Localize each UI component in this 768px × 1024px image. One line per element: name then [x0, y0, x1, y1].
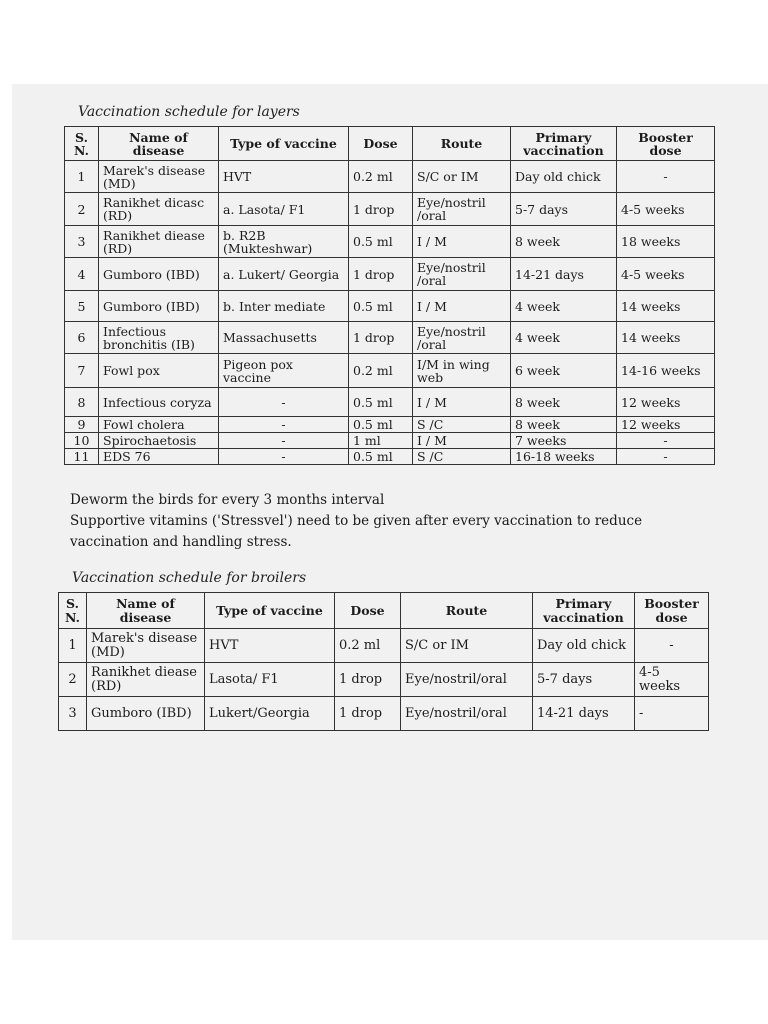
- notes-block: [70, 490, 710, 553]
- cell-disease: Fowl cholera: [99, 417, 219, 433]
- cell-vaccine-type: a. Lasota/ F1: [219, 193, 349, 226]
- cell-route: S /C: [413, 449, 511, 465]
- layers-vaccination-table: [64, 126, 715, 465]
- broilers-vaccination-table: [58, 592, 709, 731]
- cell-route: Eye/nostril/oral: [401, 663, 533, 697]
- cell-booster: -: [635, 697, 709, 731]
- cell-disease: Spirochaetosis: [99, 433, 219, 449]
- cell-dose: 1 drop: [335, 697, 401, 731]
- cell-sn: 1: [65, 161, 99, 193]
- cell-vaccine-type: Pigeon pox vaccine: [219, 354, 349, 388]
- cell-dose: 1 ml: [349, 433, 413, 449]
- cell-booster: 4-5 weeks: [617, 193, 715, 226]
- cell-booster: 14 weeks: [617, 291, 715, 322]
- cell-route: Eye/nostril /oral: [413, 322, 511, 354]
- table-row: [65, 433, 715, 449]
- table-header-row: [59, 593, 709, 629]
- cell-booster: 4-5 weeks: [635, 663, 709, 697]
- cell-dose: 1 drop: [335, 663, 401, 697]
- table-row: [65, 258, 715, 291]
- table-row: [65, 161, 715, 193]
- cell-primary: 8 week: [511, 417, 617, 433]
- cell-primary: 14-21 days: [533, 697, 635, 731]
- cell-primary: 4 week: [511, 322, 617, 354]
- cell-route: I / M: [413, 388, 511, 417]
- cell-vaccine-type: a. Lukert/ Georgia: [219, 258, 349, 291]
- cell-disease: Gumboro (IBD): [99, 291, 219, 322]
- cell-disease: Ranikhet dicasc (RD): [99, 193, 219, 226]
- cell-primary: Day old chick: [533, 629, 635, 663]
- header-vaccine-type: Type of vaccine: [219, 127, 349, 161]
- cell-disease: Ranikhet diease (RD): [99, 226, 219, 258]
- cell-disease: Ranikhet diease (RD): [87, 663, 205, 697]
- cell-dose: 0.5 ml: [349, 226, 413, 258]
- cell-dose: 0.2 ml: [349, 354, 413, 388]
- table-row: [65, 226, 715, 258]
- header-dose: Dose: [349, 127, 413, 161]
- cell-dose: 1 drop: [349, 193, 413, 226]
- cell-disease: Gumboro (IBD): [87, 697, 205, 731]
- table-row: [59, 629, 709, 663]
- cell-disease: Infectious bronchitis (IB): [99, 322, 219, 354]
- cell-route: I/M in wing web: [413, 354, 511, 388]
- cell-primary: Day old chick: [511, 161, 617, 193]
- cell-dose: 0.2 ml: [335, 629, 401, 663]
- cell-vaccine-type: HVT: [205, 629, 335, 663]
- cell-sn: 7: [65, 354, 99, 388]
- cell-booster: 12 weeks: [617, 417, 715, 433]
- cell-route: Eye/nostril /oral: [413, 193, 511, 226]
- cell-route: Eye/nostril /oral: [413, 258, 511, 291]
- cell-dose: 0.5 ml: [349, 417, 413, 433]
- cell-disease: Infectious coryza: [99, 388, 219, 417]
- cell-booster: 18 weeks: [617, 226, 715, 258]
- cell-disease: Marek's disease (MD): [99, 161, 219, 193]
- table-row: [59, 663, 709, 697]
- cell-booster: -: [617, 433, 715, 449]
- header-route: Route: [413, 127, 511, 161]
- header-booster: Booster dose: [635, 593, 709, 629]
- cell-booster: -: [617, 449, 715, 465]
- header-disease: Name of disease: [87, 593, 205, 629]
- cell-booster: 14 weeks: [617, 322, 715, 354]
- table-row: [65, 388, 715, 417]
- cell-sn: 4: [65, 258, 99, 291]
- header-primary: Primary vaccination: [511, 127, 617, 161]
- cell-booster: 14-16 weeks: [617, 354, 715, 388]
- cell-primary: 5-7 days: [533, 663, 635, 697]
- cell-primary: 16-18 weeks: [511, 449, 617, 465]
- header-booster: Booster dose: [617, 127, 715, 161]
- cell-dose: 0.5 ml: [349, 449, 413, 465]
- cell-disease: EDS 76: [99, 449, 219, 465]
- cell-vaccine-type: Lasota/ F1: [205, 663, 335, 697]
- cell-disease: Gumboro (IBD): [99, 258, 219, 291]
- cell-primary: 14-21 days: [511, 258, 617, 291]
- cell-primary: 7 weeks: [511, 433, 617, 449]
- cell-booster: -: [635, 629, 709, 663]
- vitamin-note: Supportive vitamins ('Stressvel') need to be given after every vaccination to reduce vaccination and handling stress.: [70, 513, 643, 550]
- cell-dose: 0.2 ml: [349, 161, 413, 193]
- cell-sn: 8: [65, 388, 99, 417]
- cell-dose: 0.5 ml: [349, 388, 413, 417]
- header-primary: Primary vaccination: [533, 593, 635, 629]
- header-disease: Name of disease: [99, 127, 219, 161]
- cell-sn: 11: [65, 449, 99, 465]
- cell-sn: 3: [59, 697, 87, 731]
- cell-vaccine-type: Lukert/Georgia: [205, 697, 335, 731]
- cell-dose: 0.5 ml: [349, 291, 413, 322]
- cell-primary: 8 week: [511, 226, 617, 258]
- broilers-caption: Vaccination schedule for broilers: [72, 570, 307, 586]
- cell-disease: Marek's disease (MD): [87, 629, 205, 663]
- cell-primary: 8 week: [511, 388, 617, 417]
- cell-primary: 6 week: [511, 354, 617, 388]
- cell-vaccine-type: -: [219, 388, 349, 417]
- table-row: [65, 193, 715, 226]
- cell-sn: 9: [65, 417, 99, 433]
- cell-sn: 2: [65, 193, 99, 226]
- table-row: [65, 417, 715, 433]
- cell-booster: -: [617, 161, 715, 193]
- cell-vaccine-type: HVT: [219, 161, 349, 193]
- cell-route: Eye/nostril/oral: [401, 697, 533, 731]
- cell-vaccine-type: b. R2B (Mukteshwar): [219, 226, 349, 258]
- header-dose: Dose: [335, 593, 401, 629]
- cell-booster: 12 weeks: [617, 388, 715, 417]
- table-row: [59, 697, 709, 731]
- cell-booster: 4-5 weeks: [617, 258, 715, 291]
- header-sn: S. N.: [59, 593, 87, 629]
- cell-dose: 1 drop: [349, 322, 413, 354]
- cell-sn: 5: [65, 291, 99, 322]
- cell-primary: 5-7 days: [511, 193, 617, 226]
- cell-vaccine-type: -: [219, 433, 349, 449]
- cell-dose: 1 drop: [349, 258, 413, 291]
- cell-vaccine-type: -: [219, 417, 349, 433]
- table-row: [65, 322, 715, 354]
- cell-sn: 2: [59, 663, 87, 697]
- table-row: [65, 354, 715, 388]
- cell-sn: 10: [65, 433, 99, 449]
- cell-disease: Fowl pox: [99, 354, 219, 388]
- cell-route: S/C or IM: [413, 161, 511, 193]
- cell-sn: 6: [65, 322, 99, 354]
- layers-caption: Vaccination schedule for layers: [78, 104, 300, 120]
- cell-route: I / M: [413, 226, 511, 258]
- cell-route: S/C or IM: [401, 629, 533, 663]
- deworm-note: Deworm the birds for every 3 months interval: [70, 492, 385, 508]
- cell-sn: 3: [65, 226, 99, 258]
- cell-primary: 4 week: [511, 291, 617, 322]
- table-header-row: [65, 127, 715, 161]
- cell-vaccine-type: b. Inter mediate: [219, 291, 349, 322]
- header-vaccine-type: Type of vaccine: [205, 593, 335, 629]
- cell-route: I / M: [413, 291, 511, 322]
- cell-vaccine-type: Massachusetts: [219, 322, 349, 354]
- cell-route: S /C: [413, 417, 511, 433]
- cell-sn: 1: [59, 629, 87, 663]
- header-sn: S. N.: [65, 127, 99, 161]
- header-route: Route: [401, 593, 533, 629]
- table-row: [65, 291, 715, 322]
- cell-vaccine-type: -: [219, 449, 349, 465]
- cell-route: I / M: [413, 433, 511, 449]
- table-row: [65, 449, 715, 465]
